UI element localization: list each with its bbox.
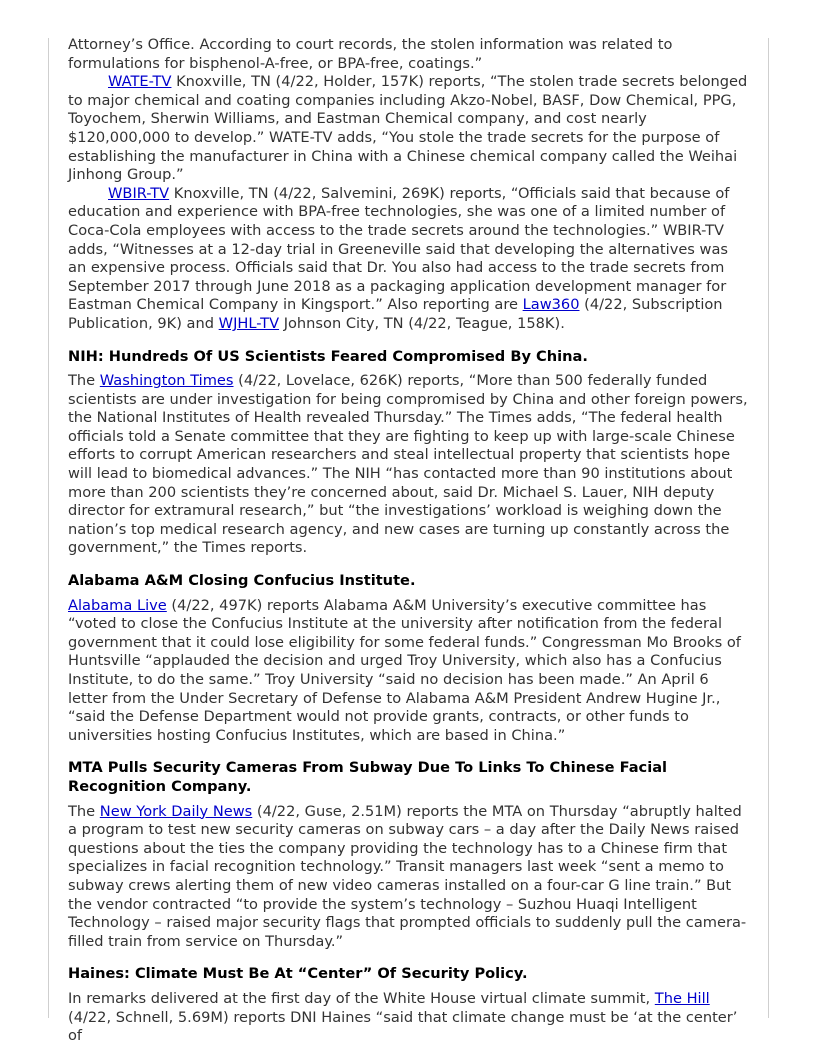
- paragraph-haines-pre: In remarks delivered at the first day of the White House virtual climate summit,: [68, 989, 655, 1007]
- link-alabama-live[interactable]: Alabama Live: [68, 596, 167, 614]
- paragraph-mta-text: (4/22, Guse, 2.51M) reports the MTA on Thursday “abruptly halted a program to test new security cameras on subway cars – a day after the Daily News raised questions about the ties the company providing the technology has to a Chinese firm that specializes in facial recognition technology.” Transit managers last week “sent a memo to subway crews alerting them of new video cameras installed on a four-car G line train.” But the vendor contracted “to provide the system’s technology – Suzhou Huaqi Intelligent Technology – raised major security flags that prompted officials to suddenly pull the camera-filled train from service on Thursday.”: [68, 802, 747, 950]
- headline-alabama: Alabama A&M Closing Confucius Institute.: [68, 572, 416, 590]
- headline-nih: NIH: Hundreds Of US Scientists Feared Compromised By China.: [68, 347, 588, 365]
- paragraph-wbir-text-2: (4/22, Subscription Publication, 9K) and: [68, 296, 723, 332]
- paragraph-alabama: [68, 597, 750, 746]
- paragraph-nih: [68, 372, 750, 558]
- paragraph-wate: [68, 73, 750, 185]
- headline-haines: Haines: Climate Must Be At “Center” Of Security Policy.: [68, 965, 528, 983]
- paragraph-haines-text: (4/22, Schnell, 5.69M) reports DNI Haines “said that climate change must be ‘at the center’ of: [68, 1008, 738, 1045]
- paragraph-nih-pre: The: [68, 372, 100, 390]
- paragraph-haines: [68, 990, 750, 1046]
- link-the-hill[interactable]: The Hill: [654, 989, 710, 1007]
- link-ny-daily-news[interactable]: New York Daily News: [99, 802, 253, 820]
- paragraph-wbir: [68, 185, 750, 334]
- page-border-left: [48, 38, 49, 1018]
- paragraph-nih-text: (4/22, Lovelace, 626K) reports, “More than 500 federally funded scientists are under investigation for being compromised by China and other foreign powers, the National Institutes of Health revealed Thursday.” The Times adds, “The federal health officials told a Senate committee that they are fighting to keep up with large-scale Chinese efforts to corrupt American researchers and steal intellectual property that scientists hope will lead to biomedical advances.” The NIH “has contacted more than 90 institutions about more than 200 scientists they’re concerned about, said Dr. Michael S. Lauer, NIH deputy director for extramural research,” but “the investigations’ workload is weighing down the nation’s top medical research agency, and new cases are turning up constantly across the government,” the Times reports.: [68, 372, 748, 557]
- link-wjhl-tv[interactable]: WJHL-TV: [218, 314, 280, 332]
- link-wbir-tv[interactable]: WBIR-TV: [108, 184, 170, 202]
- paragraph-mta: [68, 803, 750, 952]
- paragraph-wbir-text-3: Johnson City, TN (4/22, Teague, 158K).: [279, 314, 565, 332]
- link-law360[interactable]: Law360: [522, 296, 580, 314]
- paragraph-wbir-text: Knoxville, TN (4/22, Salvemini, 269K) reports, “Officials said that because of education and experience with BPA-free technologies, she was one of a limited number of Coca-Cola employees with access to the trade secrets around the technologies.” WBIR-TV adds, “Witnesses at a 12-day trial in Greeneville said that developing the alternatives was an expensive process. Officials said that Dr. You also had access to the trade secrets from September 2017 through June 2018 as a packaging application development manager for Eastman Chemical Company in Kingsport.” Also reporting are: [68, 184, 730, 314]
- paragraph-attorney: Attorney’s Office. According to court records, the stolen information was related to formulations for bisphenol-A-free, or BPA-free, coatings.”: [68, 36, 673, 72]
- paragraph-mta-pre: The: [68, 802, 100, 820]
- link-wate-tv[interactable]: WATE-TV: [108, 73, 172, 91]
- page-border-right: [768, 38, 769, 1018]
- document-page: [68, 36, 750, 1046]
- paragraph-alabama-text: (4/22, 497K) reports Alabama A&M University’s executive committee has “voted to close the Confucius Institute at the university after notification from the federal government that it could lose eligibility for some federal funds.” Congressman Mo Brooks of Huntsville “applauded the decision and urged Troy University, which also has a Confucius Institute, to do the same.” Troy University “said no decision has been made.” An April 6 letter from the Under Secretary of Defense to Alabama A&M President Andrew Hugine Jr., “said the Defense Department would not provide grants, contracts, or other funds to universities hosting Confucius Institutes, which are based in China.”: [68, 596, 741, 744]
- paragraph-wate-text: Knoxville, TN (4/22, Holder, 157K) reports, “The stolen trade secrets belonged to major chemical and coating companies including Akzo-Nobel, BASF, Dow Chemical, PPG, Toyochem, Sherwin Williams, and Eastman Chemical company, and cost nearly $120,000,000 to develop.” WATE-TV adds, “You stole the trade secrets for the purpose of establishing the manufacturer in China with a Chinese chemical company called the Weihai Jinhong Group.”: [68, 73, 748, 184]
- headline-mta: MTA Pulls Security Cameras From Subway Due To Links To Chinese Facial Recognition Company.: [68, 759, 668, 795]
- link-washington-times[interactable]: Washington Times: [99, 372, 234, 390]
